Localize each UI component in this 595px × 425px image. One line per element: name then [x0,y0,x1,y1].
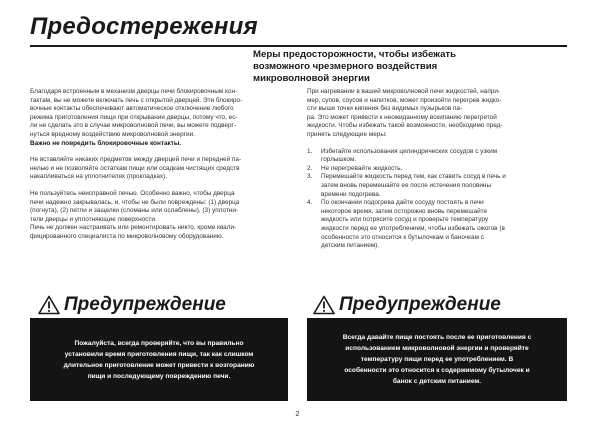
text-line: сти выше точки кипения без видимых пузырьков па- [307,105,463,113]
list-item-number: 1. [307,147,313,155]
interlock-warning-bold: Важно не повредить блокировочные контакты. [30,139,182,147]
right-column [307,88,569,251]
section-subtitle [253,49,553,85]
text-line: мер, супов, соусов и напитков, может произойти перегрев жидко- [307,96,502,104]
text-line: жидкости. Чтобы избежать такой возможности, необходимо пред- [307,122,503,130]
precautions-list [307,148,569,251]
text-line: Не перегревайте жидкость. [321,164,403,172]
warning-text-line: установили время приготовления пищи, так как слишком [64,350,254,358]
text-line: режима приготовления пищи при открывании дверцы, потому что, ес- [30,113,238,121]
list-item [307,173,569,199]
text-line: ра. Это может привести к неожиданному вскипанию перегретой [307,113,497,121]
warning-box-right [307,318,567,401]
list-item-number: 3. [307,173,313,181]
text-line: Избегайте использования цилиндрических сосудов с узким [321,147,498,155]
text-line: нуться вредному воздействию микроволновой энергии. [30,130,195,138]
text-line: детским питанием). [321,242,380,250]
list-item [307,199,569,251]
warning-text-line: пищи и последующему повреждению печи. [87,372,231,380]
text-line: По окончании подогрева дайте сосуду постоять в печи [321,199,484,207]
text-line: Перемешайте жидкость перед тем, как ставить сосуд в печь и [321,173,506,181]
liquid-heating-intro [307,88,569,140]
text-line: жидкости перед ее употреблением, чтобы избежать ожогов (в [321,224,505,232]
warning-triangle-icon [313,295,335,315]
warning-heading-text: Предупреждение [64,294,226,315]
warning-text-line: температуру пищи перед ее употреблением. В [360,356,514,363]
text-line: Не вставляйте никаких предметов между дверцей печи и передней па- [30,156,242,164]
text-line: вочные контакты обеспечивают автоматическое отключение любого [30,105,234,113]
door-interlock-paragraph [30,88,288,148]
warning-text-line: использованием микроволновой энергии и проверяйте [345,345,529,352]
warning-heading-text: Предупреждение [339,294,501,315]
list-item-number: 2. [307,164,313,172]
text-line: Печь не должен настраивать или ремонтировать никто, кроме квали- [30,224,237,232]
subtitle-line: возможного чрезмерного воздействия [253,61,438,72]
warning-text-line: длительное приготовление может привести к возгоранию [63,361,255,369]
warning-triangle-icon [38,295,60,315]
text-line: Благодаря встроенным в механизм дверцы печи блокировочным кон- [30,88,238,95]
text-line: тактам, вы не можете включать печь с открытой дверцей. Эти блокиро- [30,96,243,104]
list-item-number: 4. [307,199,313,207]
title-divider [30,45,567,47]
warning-text-line: Всегда давайте пище постоять после ее приготовления с [342,334,532,341]
page-title: Предостережения [30,13,258,40]
text-line: нелью и не позволяйте остаткам пищи или осадкам чистящих средств [30,164,240,172]
text-line: горлышком. [321,156,357,164]
subtitle-line: микроволновой энергии [253,73,370,84]
text-line: накапливаться на уплотнителях (прокладках). [30,173,168,181]
warning-heading-left [38,294,226,316]
text-line: печи надежно закрывалась, и, чтобы не были повреждены: (1) дверца [30,198,240,206]
text-line: (погнута), (2) петли и защелки (сломаны или ослаблены), (3) уплотни- [30,207,239,215]
text-line: некоторое время, затем осторожно вновь перемешайте [321,207,488,215]
warning-heading-right [313,294,501,316]
page-number: 2 [295,409,300,418]
text-line: ли не сделать это в случае микроволновой печи, вы можете подверг- [30,122,237,130]
door-seal-paragraph [30,156,288,182]
warning-text-line: банок с детским питанием. [392,378,482,385]
text-line: принять следующие меры: [307,130,387,138]
left-column [30,88,288,242]
text-line: жидкость или потрясите сосуд и проверьте температуру [321,216,489,224]
text-line: времени подогрева. [321,190,381,198]
warning-box-left [30,318,288,401]
warning-text-line: особенности это относится к содержимому бутылочек и [344,367,530,374]
text-line: фицированного специалиста по микроволновому оборудованию. [30,232,224,240]
subtitle-line: Меры предосторожности, чтобы избежать [253,49,457,60]
text-line: тели дверцы и уплотняющие поверхности. [30,215,157,223]
text-line: Не пользуйтесь неисправной печью. Особенно важно, чтобы дверца [30,189,235,197]
text-line: особенности это относится к бутылочкам и баночкам с [321,233,484,241]
damaged-oven-paragraph [30,190,288,242]
text-line: затем вновь перемешайте ее после истечения половины [321,181,492,189]
text-line: При нагревании в вашей микроволновой печи жидкостей, напри- [307,88,501,95]
warning-text-line: Пожалуйста, всегда проверяйте, что вы правильно [74,339,244,347]
list-item [307,148,569,165]
